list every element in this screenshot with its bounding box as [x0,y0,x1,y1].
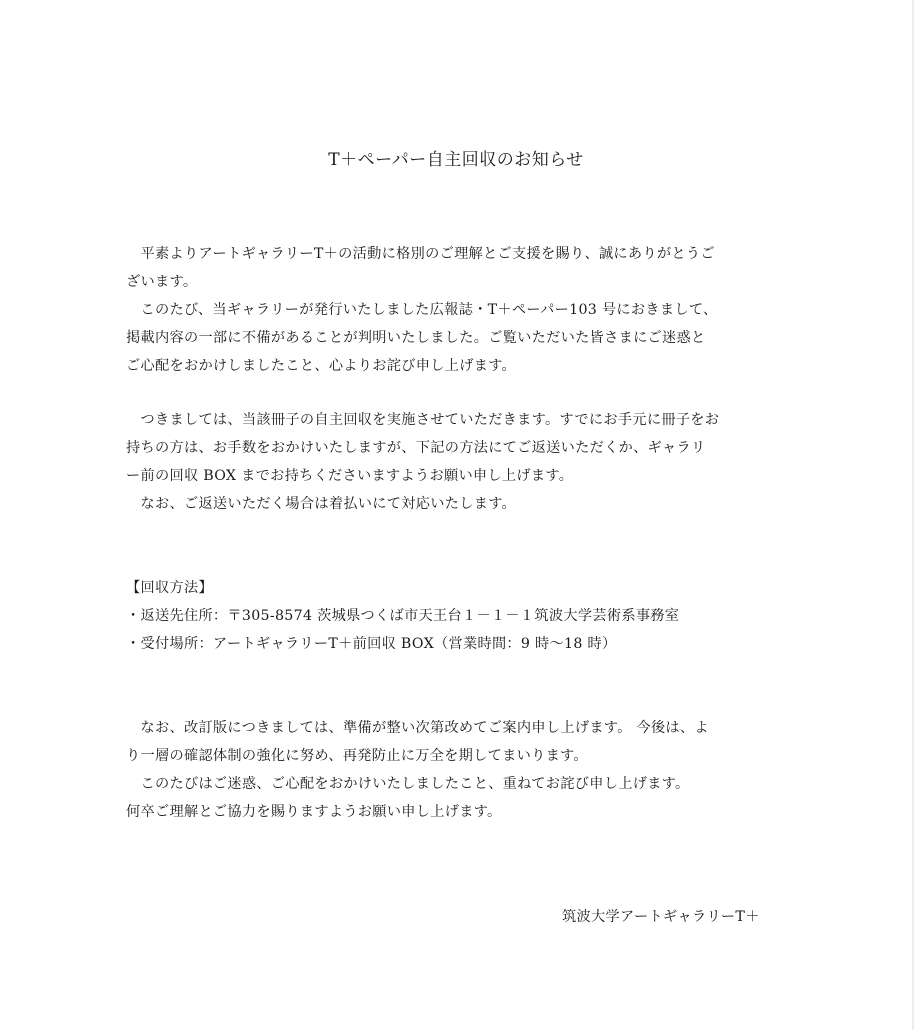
text-line: つきましては、当該冊子の自主回収を実施させていただきます。すでにお手元に冊子をお [126,412,720,428]
recall-method-section [126,574,786,658]
text-line: 掲載内容の一部に不備があることが判明いたしました。ご覧いただいた皆さまにご迷惑と [126,330,706,346]
text-line: このたび、当ギャラリーが発行いたしました広報誌・T＋ペーパー103 号におきまして、 [126,302,718,318]
text-line: 平素よりアートギャラリーT＋の活動に格別のご理解とご支援を賜り、誠にありがとうご [126,246,715,262]
paragraph-greeting [126,240,786,296]
paragraph-apology [126,296,786,380]
text-line: ー前の回収 BOX までお持ちくださいますようお願い申し上げます。 [126,468,574,484]
text-line: ご心配をおかけしましたこと、心よりお詫び申し上げます。 [126,358,517,374]
signature: 筑波大学アートギャラリーT＋ [562,909,760,925]
drop-off-location: ・受付場所：アートギャラリーT＋前回収 BOX（営業時間：9 時～18 時） [126,636,617,652]
document-title: T＋ペーパー自主回収のお知らせ [328,150,584,170]
return-address: ・返送先住所：〒305-8574 茨城県つくば市天王台１－１－１筑波大学芸術系事務室 [126,608,680,624]
text-line: なお、ご返送いただく場合は着払いにて対応いたします。 [126,496,517,512]
text-line: このたびはご迷惑、ご心配をおかけいたしましたこと、重ねてお詫び申し上げます。 [126,776,690,792]
paragraph-closing [126,714,786,826]
text-line: ざいます。 [126,274,198,290]
text-line: なお、改訂版につきましては、準備が整い次第改めてご案内申し上げます。 今後は、よ [126,720,709,736]
text-line: 持ちの方は、お手数をおかけいたしますが、下記の方法にてご返送いただくか、ギャラリ [126,440,706,456]
paragraph-recall-request [126,406,786,518]
recall-method-heading: 【回収方法】 [126,580,213,596]
text-line: り一層の確認体制の強化に努め、再発防止に万全を期してまいります。 [126,748,588,764]
text-line: 何卒ご理解とご協力を賜りますようお願い申し上げます。 [126,804,502,820]
